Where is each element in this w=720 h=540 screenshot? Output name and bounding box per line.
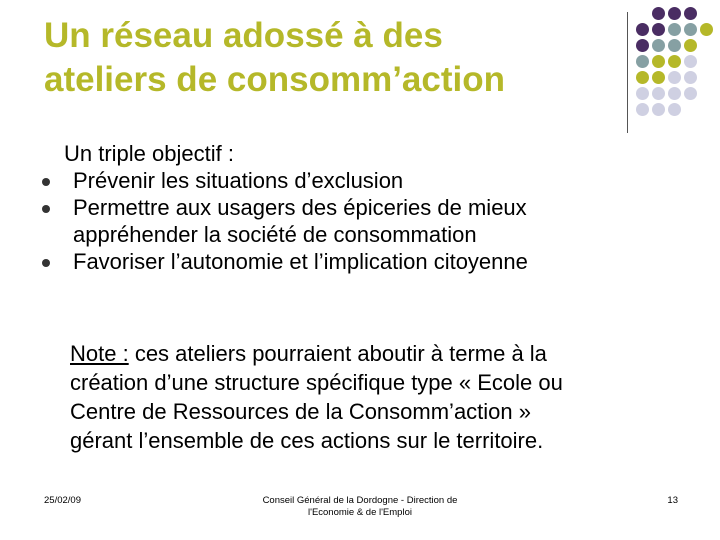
decorative-dot: [652, 87, 665, 100]
decorative-dot: [636, 23, 649, 36]
bullet-item: [36, 248, 653, 275]
decorative-dot: [652, 71, 665, 84]
note-paragraph: [70, 339, 670, 455]
decorative-dot: [668, 7, 681, 20]
note-label: Note :: [70, 341, 129, 366]
bullet-list: [36, 167, 653, 275]
decorative-dot: [684, 23, 697, 36]
decorative-dot: [684, 39, 697, 52]
bullet-text-continued: appréhender la société de consommation: [73, 222, 477, 247]
bullet-dot-icon: [42, 205, 50, 213]
decorative-dot: [684, 71, 697, 84]
decorative-dot: [668, 103, 681, 116]
decorative-dot-grid: [636, 7, 720, 137]
decorative-dot: [652, 7, 665, 20]
note-line-4: gérant l’ensemble de ces actions sur le territoire.: [70, 428, 544, 453]
bullet-text: Favoriser l’autonomie et l’implication citoyenne: [73, 249, 528, 274]
note-line-2: création d’une structure spécifique type « Ecole ou: [70, 370, 563, 395]
decorative-dot: [684, 55, 697, 68]
intro-text: Un triple objectif :: [64, 141, 234, 166]
decorative-dot: [636, 55, 649, 68]
footer-date: 25/02/09: [44, 495, 81, 506]
decorative-dot: [652, 103, 665, 116]
decorative-dot: [668, 23, 681, 36]
bullet-text: Permettre aux usagers des épiceries de mieux: [73, 195, 527, 220]
slide-title: [44, 14, 604, 102]
bullet-item: [36, 167, 653, 194]
decorative-dot: [684, 87, 697, 100]
footer-org-line-2: l'Economie & de l'Emploi: [308, 507, 412, 518]
bullet-text: Prévenir les situations d’exclusion: [73, 168, 404, 193]
decorative-dot: [668, 71, 681, 84]
decorative-dot: [652, 55, 665, 68]
bullet-dot-icon: [42, 178, 50, 186]
note-line-3: Centre de Ressources de la Consomm’action »: [70, 399, 532, 424]
footer-page-number: 13: [667, 495, 678, 506]
footer-org-line-1: Conseil Général de la Dordogne - Direction de: [262, 495, 458, 506]
decorative-dot: [636, 87, 649, 100]
decorative-divider: [627, 12, 628, 133]
decorative-dot: [636, 103, 649, 116]
decorative-dot: [636, 39, 649, 52]
title-line-1: Un réseau adossé à des: [44, 16, 443, 55]
decorative-dot: [652, 23, 665, 36]
bullet-dot-icon: [42, 259, 50, 267]
decorative-dot: [668, 39, 681, 52]
decorative-dot: [700, 23, 713, 36]
decorative-dot: [684, 7, 697, 20]
decorative-dot: [668, 87, 681, 100]
title-line-2: ateliers de consomm’action: [44, 60, 505, 99]
decorative-dot: [668, 55, 681, 68]
note-line-1: ces ateliers pourraient aboutir à terme à la: [128, 341, 547, 366]
footer-organization: [240, 495, 480, 519]
bullet-item: [36, 194, 653, 248]
decorative-dot: [652, 39, 665, 52]
decorative-dot: [636, 71, 649, 84]
